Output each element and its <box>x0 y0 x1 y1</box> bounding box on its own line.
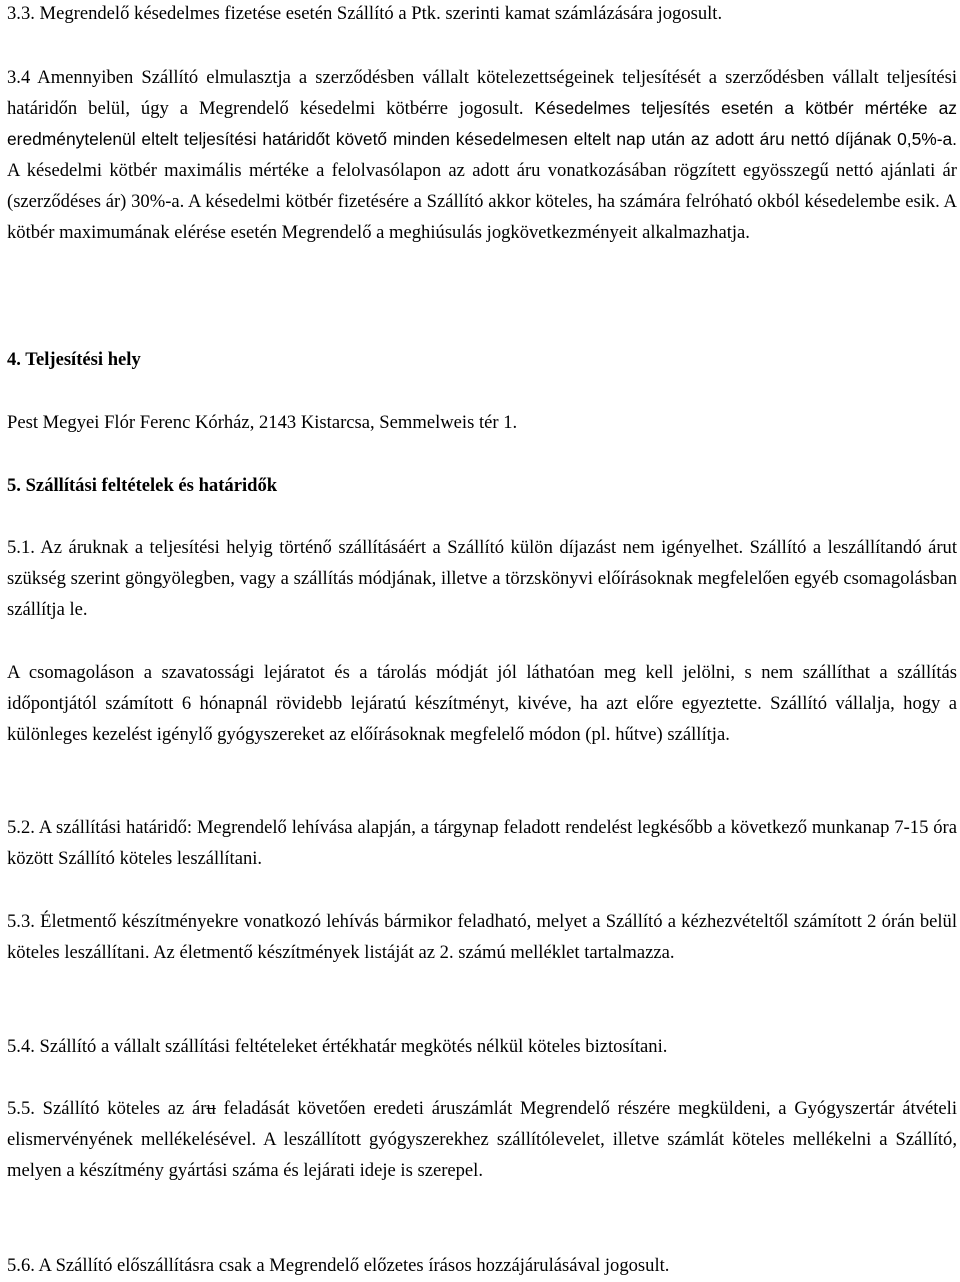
paragraph-5-5 <box>7 1093 957 1186</box>
delivery-place: Pest Megyei Flór Ferenc Kórház, 2143 Kistarcsa, Semmelweis tér 1. <box>7 412 518 433</box>
paragraph-3-4-penalty-rate: Késedelmes teljesítés esetén a kötbér mértéke az eredménytelenül eltelt teljesítési határidőt követő minden késedelmesen eltelt nap után az adott áru nettó díjának 0,5%-a. <box>7 98 957 149</box>
paragraph-3-4 <box>7 62 957 248</box>
paragraph-5-1: 5.1. Az áruknak a teljesítési helyig történő szállításáért a Szállító külön díjazást nem igényelhet. Szállító a leszállítandó árut szükség szerint göngyölegben, vagy a szállítás módjának, illetve a törzskönyvi előírásoknak megfelelően egyéb csomagolásban szállítja le. <box>7 537 957 620</box>
paragraph-3-4-penalty-max: A késedelmi kötbér maximális mértéke a felolvasólapon az adott áru vonatkozásában rögzített egyösszegű nettó ajánlati ár (szerződéses ár) 30%-a. A késedelmi kötbér fizetésére a Szállító akkor köteles, ha számára felróható okból késedelembe esik. A kötbér maximumának elérése esetén Megrendelő a meghiúsulás jogkövetkezményeit alkalmazhatja. <box>7 160 957 243</box>
paragraph-5-6: 5.6. A Szállító előszállításra csak a Megrendelő előzetes írásos hozzájárulásával jogosult. <box>7 1255 670 1276</box>
struck-letter: u <box>206 1098 216 1119</box>
paragraph-5-5-rest: feladását követően eredeti áruszámlát Megrendelő részére megküldeni, a Gyógyszertár átvételi elismervényének mellékelésével. A leszállított gyógyszerekhez szállítólevelet, illetve számlát köteles mellékelni a Szállító, melyen a készítmény gyártási száma és lejárati ideje is szerepel. <box>7 1098 957 1181</box>
paragraph-5-2: 5.2. A szállítási határidő: Megrendelő lehívása alapján, a tárgynap feladott rendelést legkésőbb a következő munkanap 7-15 óra között Szállító köteles leszállítani. <box>7 817 957 869</box>
paragraph-5-5-start: 5.5. Szállító köteles az ár <box>7 1098 207 1119</box>
paragraph-5-4: 5.4. Szállító a vállalt szállítási feltételeket értékhatár megkötés nélkül köteles biztosítani. <box>7 1036 668 1057</box>
paragraph-3-4-intro: 3.4 Amennyiben Szállító elmulasztja a szerződésben vállalt kötelezettségeinek teljesítését a szerződésben vállalt teljesítési határidőn belül, úgy a Megrendelő késedelmi kötbérre jogosult. <box>7 67 957 119</box>
paragraph-5-1-packaging: A csomagoláson a szavatossági lejáratot és a tárolás módját jól láthatóan meg kell jelölni, s nem szállíthat a szállítás időpontjától számított 6 hónapnál rövidebb lejáratú készítményt, kivéve, ha azt előre egyeztette. Szállító vállalja, hogy a különleges kezelést igénylő gyógyszereket az előírásoknak megfelelő módon (pl. hűtve) szállítja. <box>7 662 957 745</box>
section-4-heading: 4. Teljesítési hely <box>7 349 141 370</box>
paragraph-5-3: 5.3. Életmentő készítményekre vonatkozó lehívás bármikor feladható, melyet a Szállító a kézhezvételtől számított 2 órán belül köteles leszállítani. Az életmentő készítmények listáját az 2. számú melléklet tartalmazza. <box>7 911 957 963</box>
section-5-heading: 5. Szállítási feltételek és határidők <box>7 475 278 496</box>
paragraph-3-3: 3.3. Megrendelő késedelmes fizetése esetén Szállító a Ptk. szerinti kamat számlázására jogosult. <box>7 3 723 24</box>
